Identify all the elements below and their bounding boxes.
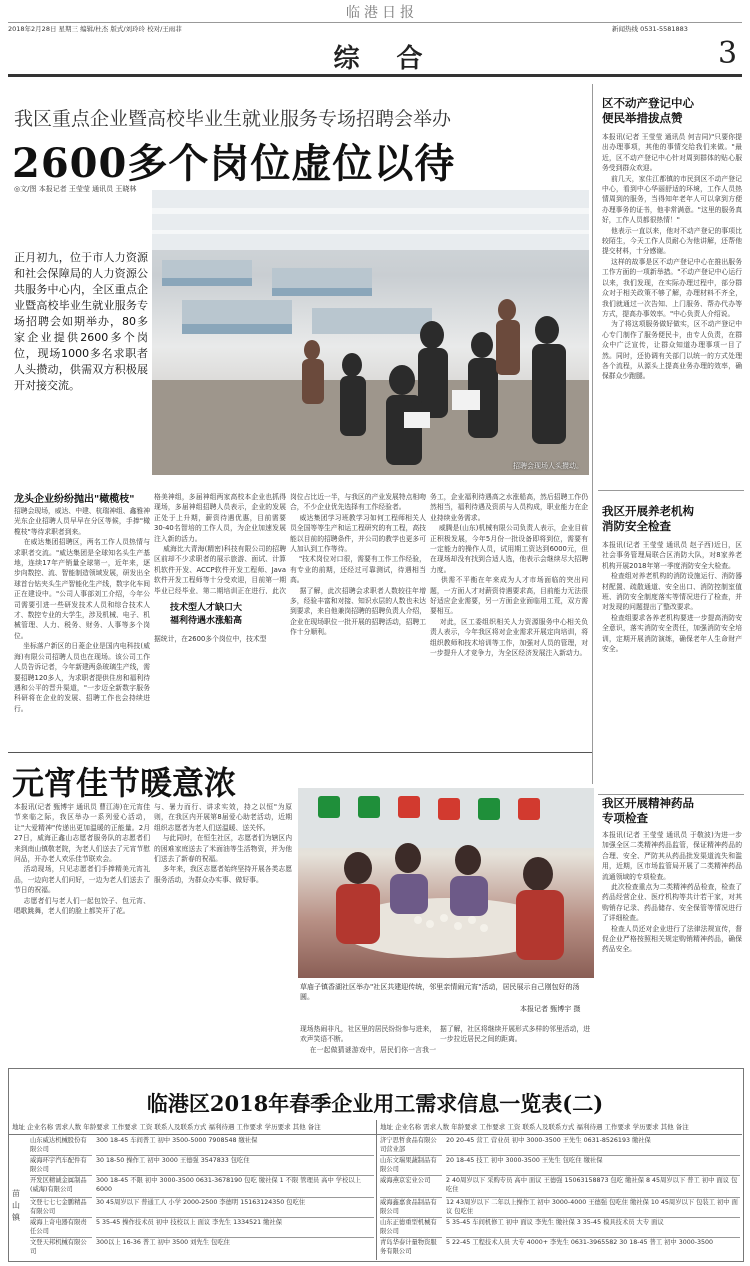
page-number: 3 (718, 36, 738, 71)
festival-col-3: 现场热闹非凡，社区里的居民纷纷参与进来，欢声笑语不断。 在一起做猜谜游戏中，居民们你一言我一 (300, 1025, 436, 1054)
table-company: 济宁思哲食品有限公司营业部 (380, 1136, 442, 1156)
main-col-2b: 据统计，在2600多个岗位中，技术型 (154, 635, 267, 643)
job-table-right-rows (380, 1136, 740, 1260)
job-fair-photo (152, 190, 589, 475)
table-company: 文登天邦机械有限公司 (30, 1239, 87, 1255)
table-row: 20 20-45 营工 营业员 初中 3000-3500 王先生 0631-8526193 缴社保 (446, 1136, 740, 1156)
news-hotline: 新闻热线 0531-5581883 (612, 25, 688, 33)
festival-photo-caption: 草庙子镇香湖社区举办"社区共建迎传统，邻里亲情闹元宵"活动，居民展示自己刚包好的汤圆。 (300, 983, 580, 1001)
sidebar-body-fire-safety: 本报讯(记者 王莹莹 通讯员 赵子西)近日，区社会事务管理局联合区消防大队，对8家养老机构开展2018年第一季度消防安全大检查。 检查组对养老机构的消防设施运行、消防器材配置、疏散通道、安全出口、消防控制室值班、消防安全制度落实等情况进行了检查，并对发现的问题提出了整改要求。 检查组要求各养老机构要进一步提高消防安全意识，落实消防安全责任，加强消防安全培训，定期开展消防演练，确保老年人生命财产安全。 (602, 541, 742, 654)
festival-col-1: 本报讯(记者 甄博宇 通讯员 曹江涛)在元宵佳节来临之际，我区举办一系列爱心活动，让"大爱精神"传递出更加温暖的正能量。2月27日，威海正鑫山志愿者服务队的志愿者们来到南山镇敬老院，为老人们送去了元宵节慰问品，开办老人欢乐佳节联欢会。 活动现场，只见志愿者们手捧精美元宵礼品，一边向老人们问好，一边为老人们送去了节日的祝福。 志愿者们与老人们一起包饺子、包元宵、唱歌跳舞，老人们的脸上都笑开了花。 (14, 803, 150, 916)
sidebar-body-drug-inspection: 本报讯(记者 王莹莹 通讯员 于敬波)为进一步加强全区二类精神药品监管，保证精神药品的合理、安全、严防其从药品批发渠道流失和滥用，近期，区市场监管局开展了二类精神药品流通领域的专项检查。 此次检查重点为二类精神药品检查，检查了药品经营企业、医疗机构等共计若干家，对其购销存记录、药品储存、安全保管等情况进行了详细检查。 检查人员还对企业进行了法律法规宣传，督促企业严格按照相关规定购销精神药品，确保药品安全。 (602, 831, 742, 954)
table-company: 山东正德重型机械有限公司 (380, 1218, 442, 1238)
job-fair-scene (152, 190, 589, 475)
table-company: 青岛华泰计量物资服务有限公司 (380, 1239, 437, 1255)
main-story-lead: 正月初九，位于市人力资源和社会保障局的人力资源公共服务中心内，全区重点企业暨高校毕业生就业服务专场招聘会如期举办，80多家企业提供2600多个岗位，现场1000多名求职者人头攒动，供需双方积极展开对接交流。 (14, 251, 148, 392)
job-table-title: 临港区2018年春季企业用工需求信息一览表(二) (146, 1091, 604, 1116)
main-col-3: 岗位占比近一半，与我区的产业发展特点相吻合，不少企业优先选择有工作经验者。 威达集团学习班教学习如何工程师相关人员全国等等生产和运工程研究的有工程，高技能以目前的招聘条件，并公司的教学也更多可人加认到工作等待。 "技术岗位对口很，需要有工作工作经验，有专业的前期，还经过可靠测试，待遇相当高。 据了解，此次招聘会求职者人数较往年增多，经验丰富和对接、知识水层的人数也未达到要求，来自他兼岗招聘的招聘负责人介绍，企业在现场职位一批开展的招聘活动，招聘工作十分顺利。 (290, 493, 426, 637)
photo-caption: 招聘会现场人头攒动。 (513, 462, 583, 470)
subhead-leading-firms: 龙头企业纷纷抛出"橄榄枝" (14, 494, 135, 505)
table-row: 2 40周岁以下 采购专员 高中 面议 王德强 15063158873 包吃 缴社保 8 45周岁以下 普工 初中 面议 包吃住 (446, 1176, 740, 1198)
table-company: 威海环宇汽车配件有限公司 (30, 1156, 92, 1176)
table-row: 5 22-45 工程技术人员 大专 4000+ 李先生 0631-3965582 30 18-45 普工 初中 3000-3500 (446, 1239, 714, 1246)
main-story-byline: ◎文/图 本报记者 王莹莹 通讯员 王晓林 (14, 185, 137, 193)
job-table-region: 苗山镇 (12, 1189, 20, 1222)
main-col-2: 格美神组，多届神组两家高校本企业也抓得现场，多届神组招聘人员表示，企业的发展正处于上升期，薪资待遇优惠，目前需要30-40名智培的工作人员，为企业加速发展注入新的活力。 威海比大青海(精密)科技有限公司的招聘区前却不少求职者的展示旅游、面试、计算机软件开发、ACCP软件开发工程师、Java软件开发工程师等十分受欢迎，目前第一期毕业已经毕业，第二期培训正在进行，此次 (154, 493, 286, 594)
job-table-header-rule (8, 1134, 742, 1135)
job-table-center-rule (376, 1120, 377, 1260)
main-story-title: 2600多个岗位虚位以待 (12, 140, 456, 187)
main-col-1: 招聘会现场，威达、中建、杭瑞神组、鑫雅神光东企业招聘人员早早在分区等候，手捧"橄榄枝"等待求职者到来。 在威达集团招聘区，两名工作人员热情与求职者交流。"威达集团是全球知名头生产基地，连续17年产销量全球第一，近年来，逐步向数控、流、智能制造领域发展，研发出全球首台钻夹头生产智能化生产线，数字化车间正在建设中。"公司人事部刘工介绍，今年公司需要引进一些研发技术人员和综合技术人才、数控专业的大学生，涉及机械、电子、机械管理、人力、税务、财务、人事等多个岗位。 坐标落户新区的日菱企业是国内电科技(威海)有限公司招聘人员也在现场。该公司工作人员告诉记者，今年新建两条玻璃生产线，需要招聘120多人，为求职者提供住房和福利待遇和公平的晋升渠道，"一步迈全新数字服务科研将在企业的发展、招聘工作也会持续进行。 (14, 507, 150, 713)
main-story-subtitle: 我区重点企业暨高校毕业生就业服务专场招聘会举办 (14, 108, 452, 130)
table-row: 30 45周岁以下 普通工人 小学 2000-2500 李德明 15163124350 包吃住 (96, 1198, 374, 1218)
job-table-header-left: 地址 企业名称 需求人数 年龄要求 工作要求 工资 联系人及联系方式 福利待遇 工作要求 学历要求 其他 备注 (12, 1123, 321, 1131)
masthead-divider (8, 22, 742, 23)
festival-col-2: 与、暑力而行、讲求实效，持之以恒"为原则，在我区内开展第8届爱心助老活动，近期组织志愿者为老人们送温暖、送关怀。 与此同时，在恒生社区，志愿者们为辖区内的困难家庭送去了米面油等生活物资，并为他们送去了新春的祝福。 多年来，我区志愿者始终坚持开展各类志愿服务活动，为群众办实事、做好事。 (154, 803, 292, 884)
table-company: 开发区精诚金属制品(威海)有限公司 (30, 1176, 92, 1198)
table-row: 300 18-45 车间普工 初中 3500-5000 7908548 缴社保 (96, 1136, 374, 1156)
festival-col-4: 据了解，社区将继续开展形式多样的邻里活动，进一步拉近居民之间的距离。 (440, 1025, 590, 1044)
subhead-talent-gap: 技术型人才缺口大 福利待遇水涨船高 (170, 603, 243, 626)
table-company: 威海鑫嘉食品制品有限公司 (380, 1198, 442, 1218)
job-table-left-rows (30, 1136, 374, 1260)
main-col-4: 务工，企业福利待遇高之水涨船高，然后招聘工作仍然相当，福利待遇及资质与人员构成，职业能力在企业持续业务需求。 威腾是(山东)机械有限公司负责人表示，企业目前正积极发展，今年5月份一批设备即将到位，需要有一定能力的操作人员，试用期工资达到6000元，但在现场却没有找到合适人选，他表示会继续尽大招聘力度。 供需不平衡在年来成为人才市场面临的突出问题，一方面人才对薪资待遇要求高，目前能力无法很好适应企业需要，另一方面企业面临用工荒，双方需要相互。 对此，区工委组织相关人力资源服务中心相关负责人表示，今年我区将对企业需求开展定向培训，将组织教师和技术培训等工作，加强对人员的管理，对一步提升人才竞争力，为全区经济发展注入新动力。 (430, 493, 588, 658)
sidebar-divider (598, 794, 744, 795)
lantern-festival-photo (298, 788, 594, 978)
column-divider (592, 84, 593, 784)
table-row: 12 43周岁以下 二年以上操作工 初中 3000-4000 王德强 包吃住 缴社保 10 45周岁以下 包装工 初中 面议 包吃住 (446, 1198, 740, 1218)
table-company: 山东文瑞果蔬制品有限公司 (380, 1156, 442, 1176)
sidebar-divider (598, 490, 744, 491)
table-row: 300 18-45 不限 初中 3000-3500 0631-3678190 包吃 缴社保 1 不限 管理员 高中 学校以上 6000 (96, 1176, 374, 1198)
sidebar-title-drug-inspection: 我区开展精神药品 专项检查 (602, 796, 694, 825)
sidebar-title-registry: 区不动产登记中心 便民举措拔点赞 (602, 96, 694, 125)
festival-photo-credit: 本报记者 甄博宇 摄 (520, 1005, 581, 1013)
table-company: 威海上奇电器有限责任公司 (30, 1218, 92, 1238)
masthead-rule (8, 74, 742, 77)
table-row: 5 35-45 操作技术员 初中 技校以上 面议 李先生 1334521 缴社保 (96, 1218, 374, 1238)
sidebar-body-registry: 本报讯(记者 王莹莹 通讯员 何吉同)"只要你提出办理事项，其他的事情交给我们来做。"最近，区不动产登记中心针对周到群体的贴心服务受到群众欢迎。 前几天，家住江都镇的市民到区不动产登记中心，看到中心华丽舒适的环境，工作人员热情周到的服务，当得知年老年人可以拿到方便办理事务的证书，他非常满意。"这里的服务真好，工作人员都很热情！" 他表示一直以来，他对不动产登记的事项比较陌生，今天工作人员耐心为他讲解，还帮他提交材料，十分感谢。 这样的故事是区不动产登记中心在推出服务工作方面的一项新举措。"不动产登记中心运行以来，我们发现，在实际办理过程中，部分群众对于相关政策不够了解，办理材料不齐全，我们就通过一次告知、上门服务、帮办代办等方式，提高办事效率。"中心负责人介绍说。 为了将这项服务做好做实，区不动产登记中心专门制作了服务便民卡，由专人负责，在群众中广泛宣传，让群众知道办理事项一目了然。同时，还协调有关部门以统一的方式处理各个流程，从源头上提高业务办理的效率，确保群众少跑腿。 (602, 133, 742, 381)
newspaper-logo: 临港日报 (346, 5, 418, 21)
masthead (0, 0, 750, 78)
table-company: 山东威达机械股份有限公司 (30, 1136, 92, 1156)
table-row: 300以上 16-36 普工 初中 3500 刘先生 包吃住 (96, 1239, 230, 1246)
table-row: 20 18-45 技工 初中 3000-3500 王先生 包吃住 缴社保 (446, 1156, 740, 1176)
section-title: 综 合 (333, 44, 437, 74)
date-line: 2018年2月28日 星期三 编辑/杜杰 版式/刘玲玲 校对/王雨菲 (8, 25, 182, 33)
table-row: 5 35-45 车间机修工 初中 面议 李先生 缴社保 3 35-45 模具技术员 大专 面议 (446, 1218, 740, 1238)
table-row: 30 18-50 操作工 初中 3000 王德强 3547833 包吃住 (96, 1156, 374, 1176)
table-company: 文登七七七金鹏精品有限公司 (30, 1198, 92, 1218)
job-table-header-right: 地址 企业名称 需求人数 年龄要求 工作要求 工资 联系人及联系方式 福利待遇 工作要求 学历要求 其他 备注 (380, 1123, 689, 1131)
section-divider (8, 752, 592, 753)
sidebar-title-fire-safety: 我区开展养老机构 消防安全检查 (602, 504, 694, 533)
festival-story-title: 元宵佳节暖意浓 (12, 764, 237, 802)
lantern-festival-scene (298, 788, 594, 978)
table-company: 威海燕京宏业公司 (380, 1176, 442, 1198)
